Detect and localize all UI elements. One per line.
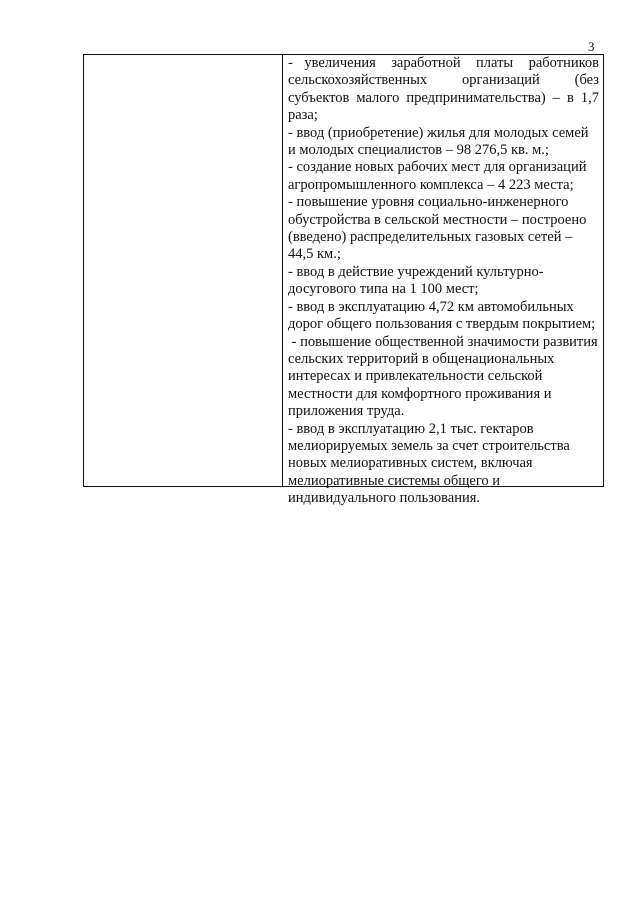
bullet-melioration: - ввод в эксплуатацию 2,1 тыс. гектаров мелиорируемых земель за счет строительства новых мелиоративных систем, включая мелиоративные системы общего и индивидуального пользования.	[288, 420, 570, 507]
bullet-housing: - ввод (приобретение) жилья для молодых семей и молодых специалистов – 98 276,5 кв. м.;	[288, 124, 589, 159]
bullet-gas-networks: - повышение уровня социально-инженерного обустройства в сельской местности – построено (введено) распределительных газовых сетей – 44,5 км.;	[288, 194, 587, 263]
bullet-new-jobs: - создание новых рабочих мест для организаций агропромышленного комплекса – 4 223 места;	[288, 159, 587, 193]
page-number: 3	[588, 39, 595, 54]
bullet-rural-significance: - повышение общественной значимости развития сельских территорий в общенациональных интересах и привлекательности сельской местности для комфортного проживания и приложения труда.	[288, 333, 602, 420]
bullet-salary-growth: - увеличения заработной платы работников сельскохозяйственных организаций (без субъектов малого предпринимательства) – в 1,7 раза;	[288, 55, 599, 124]
bullet-cultural-facilities: - ввод в действие учреждений культурно-досугового типа на 1 100 мест;	[288, 263, 544, 298]
table-right-cell	[283, 55, 603, 507]
results-table	[83, 54, 604, 507]
bullet-roads: - ввод в эксплуатацию 4,72 км автомобильных дорог общего пользования с твердым покрытием;	[288, 298, 596, 333]
table-left-cell	[84, 55, 283, 486]
